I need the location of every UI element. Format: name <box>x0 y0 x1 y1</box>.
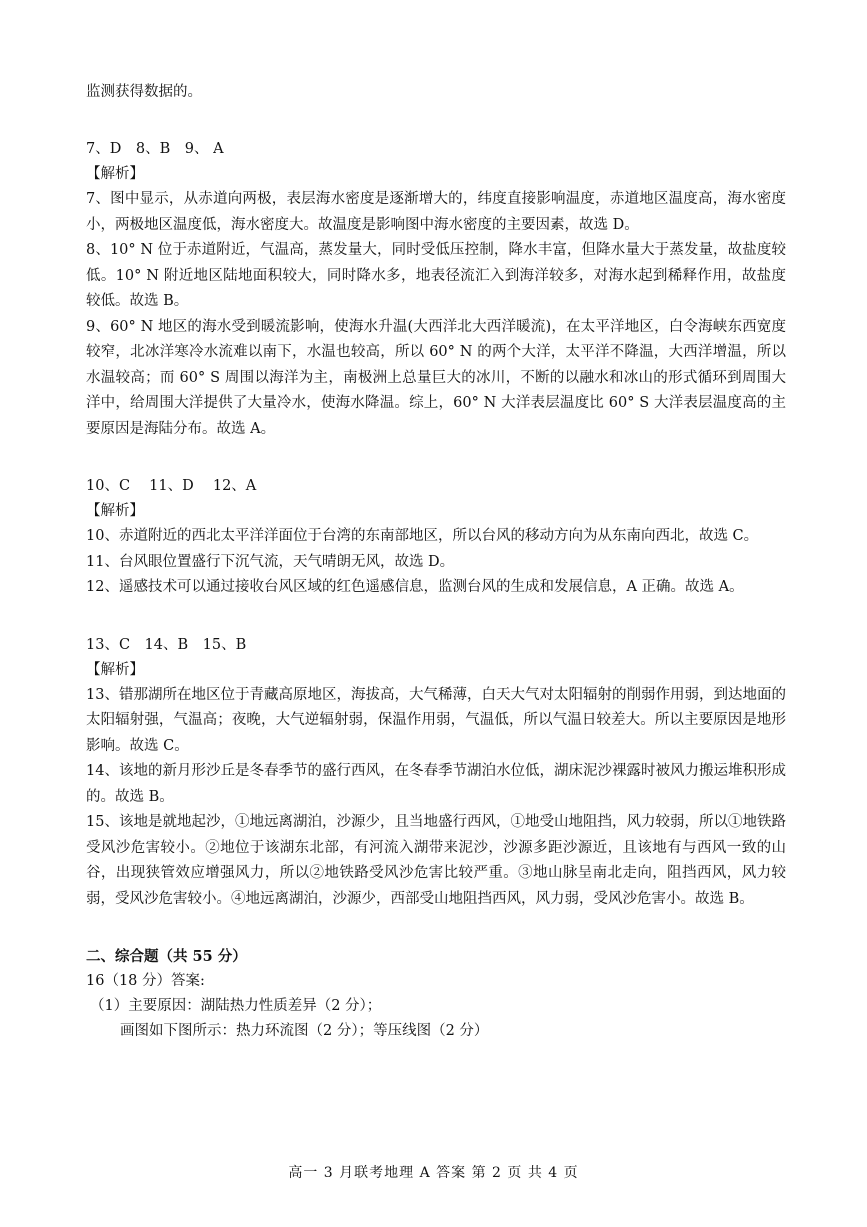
section-questions-10-12 <box>86 474 786 601</box>
analysis-label: 【解析】 <box>86 503 144 519</box>
q16-part1: （1）主要原因：湖陆热力性质差异（2 分）； <box>90 998 382 1014</box>
section-comprehensive <box>86 944 786 1044</box>
analysis-label: 【解析】 <box>86 661 144 678</box>
answers-7-9: 7、D 8、B 9、 A <box>86 141 224 157</box>
intro-tail-text: 监测获得数据的。 <box>86 84 202 100</box>
section-heading: 二、综合题（共 55 分） <box>86 948 247 965</box>
section-questions-13-15 <box>86 633 786 913</box>
answers-10-12: 10、C 11、D 12、A <box>86 478 257 494</box>
explanation-q12: 12、遥感技术可以通过接收台风区域的红色遥感信息，监测台风的生成和发展信息，A 正确。故选 A。 <box>86 579 744 595</box>
section-questions-7-9 <box>86 137 786 442</box>
explanation-q11: 11、台风眼位置盛行下沉气流，天气晴朗无风，故选 D。 <box>86 553 455 570</box>
q16-title: 16（18 分）答案: <box>86 973 205 989</box>
explanation-q9: 9、60° N 地区的海水受到暖流影响，使海水升温(大西洋北大西洋暖流)，在太平洋地区，白令海峡东西宽度较窄，北冰洋寒冷水流难以南下，水温也较高，所以 60° N 的两个大洋，太平洋不降温，大西洋增温，所以水温较高；而 60° S 周围以海洋为主，南极洲上总量巨大的冰川，不断的以融水和冰山的形式循环到周围大洋中，给周围大洋提供了大量冷水，使海水降温。综上，60° N 大洋表层温度比 60° S 大洋表层温度高的主要原因是海陆分布。故选 A。 <box>86 318 786 437</box>
explanation-q10: 10、赤道附近的西北太平洋洋面位于台湾的东南部地区，所以台风的移动方向为从东南向西北，故选 C。 <box>86 528 759 544</box>
analysis-label: 【解析】 <box>86 166 144 182</box>
explanation-q8: 8、10° N 位于赤道附近，气温高，蒸发量大，同时受低压控制，降水丰富，但降水量大于蒸发量，故盐度较低。10° N 附近地区陆地面积较大，同时降水多，地表径流汇入到海洋较多，对海水起到稀释作用，故盐度较低。故选 B。 <box>86 242 786 309</box>
answer-document <box>86 80 786 1044</box>
explanation-q7: 7、图中显示，从赤道向两极，表层海水密度是逐渐增大的，纬度直接影响温度，赤道地区温度高，海水密度小，两极地区温度低，海水密度大。故温度是影响图中海水密度的主要因素，故选 D。 <box>86 191 786 233</box>
explanation-q14: 14、该地的新月形沙丘是冬春季节的盛行西风，在冬春季节湖泊水位低，湖床泥沙裸露时被风力搬运堆积形成的。故选 B。 <box>86 763 786 805</box>
page-footer: 高一 3 月联考地理 A 答案 第 2 页 共 4 页 <box>288 1165 579 1181</box>
q16-part1-drawing: 画图如下图所示：热力环流图（2 分）；等压线图（2 分） <box>120 1023 489 1039</box>
answers-13-15: 13、C 14、B 15、B <box>86 636 247 653</box>
explanation-q13: 13、错那湖所在地区位于青藏高原地区，海拔高，大气稀薄，白天大气对太阳辐射的削弱作用弱，到达地面的太阳辐射强，气温高；夜晚，大气逆辐射弱，保温作用弱，气温低，所以气温日较差大。所以主要原因是地形影响。故选 C。 <box>86 686 786 754</box>
explanation-q15: 15、该地是就地起沙，①地远离湖泊，沙源少，且当地盛行西风，①地受山地阻挡，风力较弱，所以①地铁路受风沙危害较小。②地位于该湖东北部，有河流入湖带来泥沙，沙源多距沙源近，且该地有与西风一致的山谷，出现狭管效应增强风力，所以②地铁路受风沙危害比较严重。③地山脉呈南北走向，阻挡西风，风力较弱，受风沙危害较小。④地远离湖泊，沙源少，西部受山地阻挡西风，风力弱，受风沙危害小。故选 B。 <box>86 814 786 907</box>
